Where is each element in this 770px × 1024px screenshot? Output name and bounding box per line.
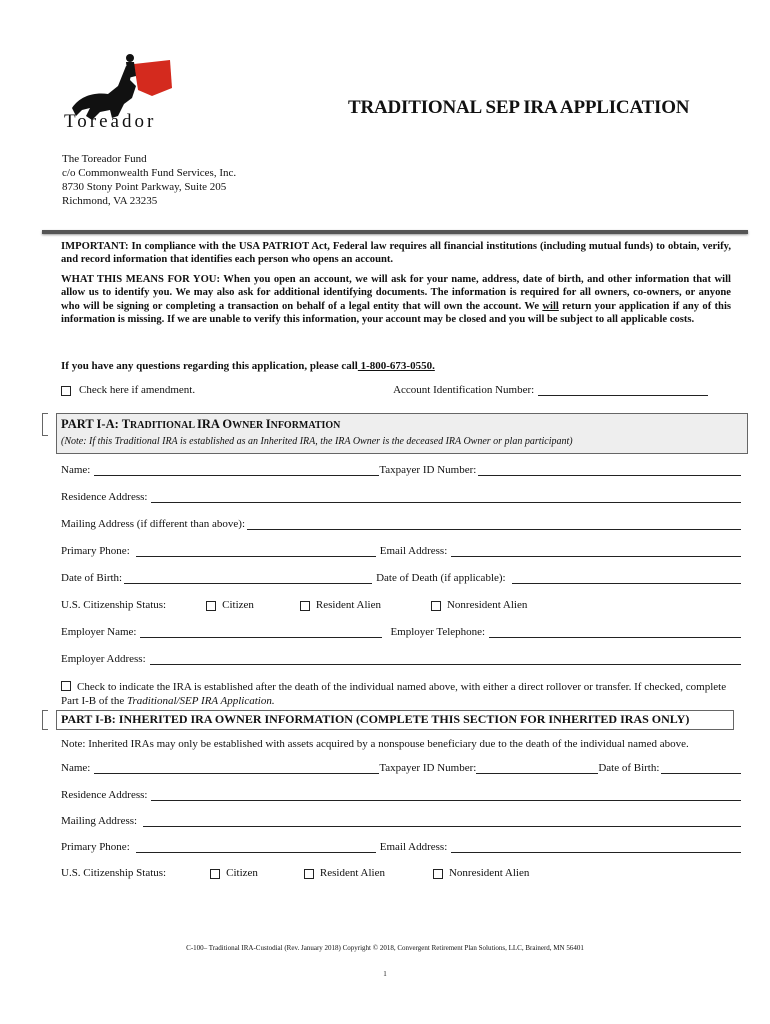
page-number: 1 xyxy=(383,970,387,978)
inherited-check-text-2a: Part I-B of the xyxy=(61,695,127,707)
part-label: PART I-A: xyxy=(61,417,122,431)
inherited-check-block xyxy=(61,680,741,708)
resident-alien-label: Resident Alien xyxy=(315,599,381,611)
ib-email-field[interactable] xyxy=(451,842,741,853)
account-id-field[interactable] xyxy=(538,385,708,396)
email-label: Email Address: xyxy=(379,545,448,557)
what-this-means-paragraph xyxy=(61,273,731,327)
amendment-row xyxy=(61,384,741,396)
ib-mailing-field[interactable] xyxy=(143,816,741,827)
address-line: Richmond, VA 23235 xyxy=(62,195,158,207)
taxpayer-id-label: Taxpayer ID Number: xyxy=(379,464,477,476)
part-1a-header xyxy=(56,413,748,454)
phone-number: 1-800-673-0550. xyxy=(357,360,435,372)
ib-residence-row xyxy=(61,789,741,801)
ib-citizen-label: Citizen xyxy=(226,867,258,879)
ib-dob-field[interactable] xyxy=(661,763,741,774)
resident-alien-checkbox[interactable] xyxy=(300,601,310,611)
inherited-check-text: Check to indicate the IRA is established after the death of the individual named above, with either a direct rollover or transfer. If checked, complete xyxy=(77,681,727,693)
inherited-ira-checkbox[interactable] xyxy=(61,681,71,691)
residence-address-field[interactable] xyxy=(151,492,741,503)
ib-phone-label: Primary Phone: xyxy=(61,841,130,853)
citizenship-row xyxy=(61,599,741,611)
dod-label: Date of Death (if applicable): xyxy=(376,572,506,584)
call-text: If you have any questions regarding this application, please call xyxy=(61,360,358,372)
logo-text: Toreador xyxy=(64,111,157,132)
title-sc: WNER xyxy=(232,420,266,431)
ib-citizen-checkbox[interactable] xyxy=(210,869,220,879)
ib-name-label: Name: xyxy=(61,762,91,774)
address-line: The Toreador Fund xyxy=(62,153,147,165)
title-cap: I xyxy=(265,417,271,431)
primary-phone-label: Primary Phone: xyxy=(61,545,130,557)
fund-address xyxy=(62,152,236,208)
part-1a-note: (Note: If this Traditional IRA is established as an Inherited IRA, the IRA Owner is the deceased IRA Owner or plan participant) xyxy=(61,436,573,447)
ib-citizenship-label: U.S. Citizenship Status: xyxy=(61,867,167,879)
dob-row xyxy=(61,572,741,584)
wtm-text-a: WHAT THIS MEANS FOR YOU: When you open an account, we will ask for your name, address, date of birth, and other information that will allow us to identify you. We may also ask for additional identifying documents. The information is required for all owners, co-owners, or anyone who will be signing or completing a transaction on behalf of a legal entity that will own the account. We xyxy=(61,273,731,312)
section-bracket xyxy=(42,710,48,730)
title-sc: RADITIONAL xyxy=(130,420,197,431)
ib-nonresident-alien-label: Nonresident Alien xyxy=(448,867,530,879)
name-field[interactable] xyxy=(94,465,379,476)
section-bracket xyxy=(42,413,48,436)
questions-line xyxy=(61,360,435,372)
ib-nonresident-alien-checkbox[interactable] xyxy=(433,869,443,879)
ib-phone-row xyxy=(61,841,741,853)
patriot-act-paragraph: IMPORTANT: In compliance with the USA PATRIOT Act, Federal law requires all financial institutions (including mutual funds) to obtain, verify, and record information that identifies each person who opens an account. xyxy=(61,241,731,266)
title-sc: NFORMATION xyxy=(270,420,341,431)
ib-taxpayer-field[interactable] xyxy=(476,763,598,774)
address-line: 8730 Stony Point Parkway, Suite 205 xyxy=(62,181,227,193)
email-field[interactable] xyxy=(451,546,741,557)
name-row xyxy=(61,464,741,476)
amendment-checkbox[interactable] xyxy=(61,386,71,396)
ib-citizenship-row xyxy=(61,867,741,879)
ib-residence-label: Residence Address: xyxy=(61,789,148,801)
part-1a-title xyxy=(61,417,340,432)
ib-email-label: Email Address: xyxy=(379,841,448,853)
ib-phone-field[interactable] xyxy=(136,842,376,853)
ib-resident-alien-label: Resident Alien xyxy=(319,867,385,879)
dod-field[interactable] xyxy=(512,573,741,584)
employer-address-field[interactable] xyxy=(150,654,741,665)
ib-taxpayer-label: Taxpayer ID Number: xyxy=(379,762,477,774)
ib-name-field[interactable] xyxy=(94,763,379,774)
ib-mailing-row xyxy=(61,815,741,827)
mailing-row xyxy=(61,518,741,530)
title-cap: T xyxy=(121,417,131,431)
citizen-label: Citizen xyxy=(222,599,254,611)
part-1b-title: PART I-B: INHERITED IRA OWNER INFORMATION (COMPLETE THIS SECTION FOR INHERITED IRAS ONLY) xyxy=(61,712,690,726)
residence-address-label: Residence Address: xyxy=(61,491,148,503)
taxpayer-id-field[interactable] xyxy=(478,465,741,476)
footer-copyright: C-100– Traditional IRA-Custodial (Rev. January 2018) Copyright © 2018, Convergent Retirement Plan Solutions, LLC, Brainerd, MN 56401 xyxy=(186,944,584,952)
amendment-label: Check here if amendment. xyxy=(79,384,196,396)
phone-row xyxy=(61,545,741,557)
ib-name-row xyxy=(61,762,741,774)
mailing-address-label: Mailing Address (if different than above): xyxy=(61,518,245,530)
divider-bar xyxy=(42,230,748,234)
employer-name-label: Employer Name: xyxy=(61,626,137,638)
title-cap: O xyxy=(222,417,233,431)
nonresident-alien-checkbox[interactable] xyxy=(431,601,441,611)
citizenship-label: U.S. Citizenship Status: xyxy=(61,599,167,611)
nonresident-alien-label: Nonresident Alien xyxy=(446,599,528,611)
ib-resident-alien-checkbox[interactable] xyxy=(304,869,314,879)
primary-phone-field[interactable] xyxy=(136,546,376,557)
residence-row xyxy=(61,491,741,503)
account-id-label: Account Identification Number: xyxy=(393,384,535,396)
citizen-checkbox[interactable] xyxy=(206,601,216,611)
title-ira: IRA xyxy=(197,417,223,431)
ib-mailing-label: Mailing Address: xyxy=(61,815,138,827)
dob-label: Date of Birth: xyxy=(61,572,123,584)
important-notice xyxy=(61,240,731,332)
ib-dob-label: Date of Birth: xyxy=(598,762,660,774)
name-label: Name: xyxy=(61,464,91,476)
wtm-text-b: return your application if any of this information is missing. If we are unable to verify this information, your account may be closed and you will be subject to all applicable costs. xyxy=(61,300,732,326)
employer-address-label: Employer Address: xyxy=(61,653,146,665)
dob-field[interactable] xyxy=(124,573,372,584)
mailing-address-field[interactable] xyxy=(247,519,741,530)
inherited-check-text-2b: Traditional/SEP IRA Application. xyxy=(126,695,275,707)
employer-phone-field[interactable] xyxy=(489,627,741,638)
part-1b-header xyxy=(56,710,734,730)
employer-name-field[interactable] xyxy=(140,627,382,638)
employer-address-row xyxy=(61,653,741,665)
part-1b-note: Note: Inherited IRAs may only be established with assets acquired by a nonspouse beneficiary due to the death of the individual named above. xyxy=(61,738,689,750)
employer-phone-label: Employer Telephone: xyxy=(390,626,486,638)
page-title: TRADITIONAL SEP IRA APPLICATION xyxy=(348,97,690,118)
wtm-will: will xyxy=(542,300,559,312)
employer-row xyxy=(61,626,741,638)
address-line: c/o Commonwealth Fund Services, Inc. xyxy=(62,167,237,179)
ib-residence-field[interactable] xyxy=(151,790,741,801)
